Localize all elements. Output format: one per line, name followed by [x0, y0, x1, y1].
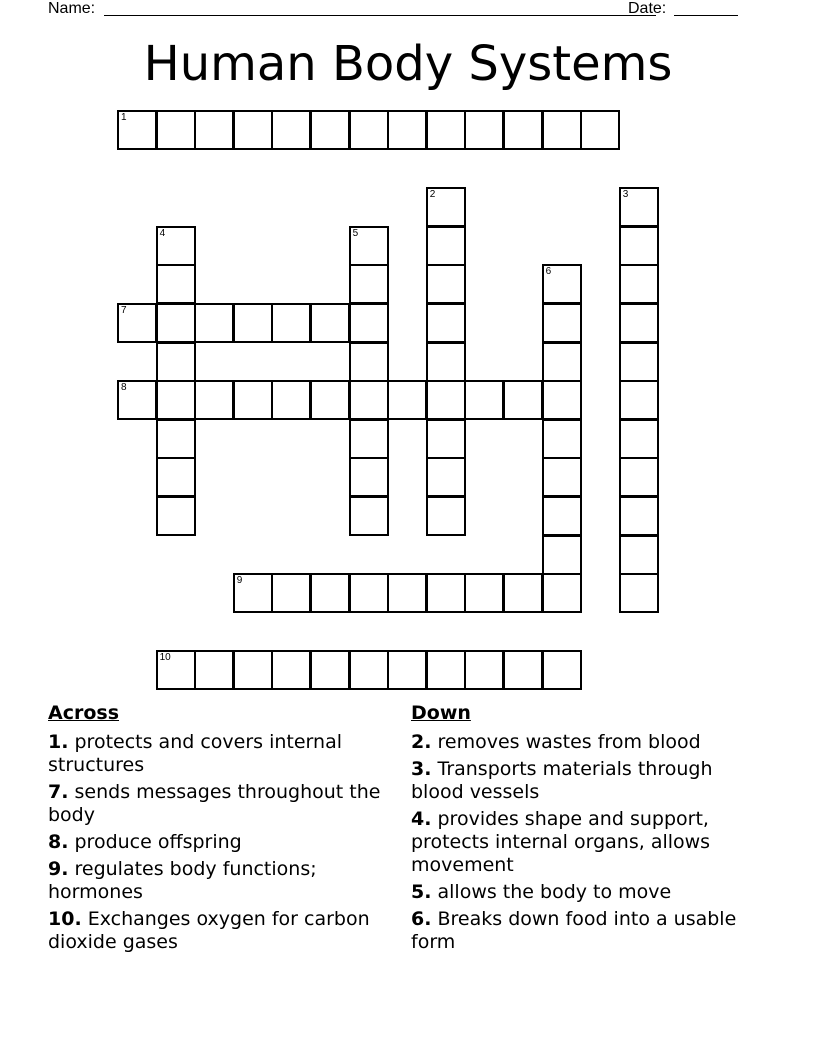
crossword-cell[interactable]: [156, 419, 196, 459]
crossword-cell[interactable]: [233, 573, 273, 613]
clue-across-7: [48, 781, 393, 827]
crossword-cell[interactable]: [426, 110, 466, 150]
crossword-cell[interactable]: [349, 342, 389, 382]
crossword-cell[interactable]: [426, 226, 466, 266]
crossword-cell[interactable]: [542, 650, 582, 690]
clue-number: 4.: [411, 808, 432, 830]
clue-number-label: 1: [121, 112, 127, 123]
crossword-cell[interactable]: [349, 380, 389, 420]
crossword-cell[interactable]: [426, 650, 466, 690]
crossword-cell[interactable]: [387, 573, 427, 613]
clue-text: Breaks down food into a usable form: [411, 908, 737, 953]
crossword-cell[interactable]: [156, 380, 196, 420]
clue-across-1: [48, 731, 393, 777]
crossword-cell[interactable]: [619, 380, 659, 420]
crossword-cell[interactable]: [542, 303, 582, 343]
clue-down-2: [411, 731, 761, 754]
crossword-cell[interactable]: [580, 110, 620, 150]
crossword-cell[interactable]: [156, 264, 196, 304]
crossword-cell[interactable]: [426, 264, 466, 304]
crossword-cell[interactable]: [233, 650, 273, 690]
crossword-cell[interactable]: [271, 650, 311, 690]
clue-number-label: 10: [159, 652, 171, 664]
crossword-cell[interactable]: [117, 380, 157, 420]
crossword-cell[interactable]: [117, 303, 157, 343]
crossword-cell[interactable]: [156, 496, 196, 536]
crossword-cell[interactable]: [387, 380, 427, 420]
clue-number: 8.: [48, 831, 69, 853]
crossword-cell[interactable]: [542, 264, 582, 304]
crossword-cell[interactable]: [426, 496, 466, 536]
down-clues: [411, 702, 761, 958]
crossword-cell[interactable]: [542, 496, 582, 536]
crossword-cell[interactable]: [503, 573, 543, 613]
crossword-cell[interactable]: [194, 110, 234, 150]
name-label: Name:: [48, 0, 96, 17]
crossword-cell[interactable]: [349, 226, 389, 266]
crossword-cell[interactable]: [349, 496, 389, 536]
crossword-cell[interactable]: [156, 457, 196, 497]
crossword-cell[interactable]: [619, 187, 659, 227]
crossword-cell[interactable]: [194, 380, 234, 420]
page-title: Human Body Systems: [143, 36, 673, 92]
crossword-cell[interactable]: [349, 303, 389, 343]
crossword-cell[interactable]: [426, 419, 466, 459]
clue-number: 9.: [48, 858, 69, 880]
clue-down-6: [411, 908, 761, 954]
clue-text: sends messages throughout the body: [48, 781, 381, 826]
crossword-cell[interactable]: [464, 573, 504, 613]
clue-text: produce offspring: [74, 831, 242, 853]
crossword-cell[interactable]: [464, 380, 504, 420]
clue-down-4: [411, 808, 761, 877]
crossword-cell[interactable]: [619, 264, 659, 304]
clue-number-label: 4: [159, 227, 166, 239]
crossword-cell[interactable]: [542, 573, 582, 613]
crossword-cell[interactable]: [619, 573, 659, 613]
clue-number-label: 8: [121, 382, 127, 394]
clue-text: provides shape and support, protects internal organs, allows movement: [411, 808, 711, 876]
clue-number-label: 5: [352, 227, 359, 239]
crossword-cell[interactable]: [156, 342, 196, 382]
crossword-cell[interactable]: [156, 303, 196, 343]
crossword-cell[interactable]: [349, 457, 389, 497]
crossword-cell[interactable]: [542, 110, 582, 150]
clue-text: protects and covers internal structures: [48, 731, 342, 776]
crossword-cell[interactable]: [156, 226, 196, 266]
crossword-cell[interactable]: [619, 342, 659, 382]
crossword-cell[interactable]: [503, 380, 543, 420]
crossword-cell[interactable]: [271, 110, 311, 150]
clue-text: removes wastes from blood: [437, 731, 701, 753]
across-clues: [48, 702, 393, 958]
crossword-cell[interactable]: [426, 187, 466, 227]
crossword-cell[interactable]: [387, 650, 427, 690]
clue-text: allows the body to move: [437, 881, 672, 903]
clue-down-5: [411, 881, 761, 904]
date-label: Date:: [628, 0, 667, 17]
crossword-cell[interactable]: [426, 573, 466, 613]
clue-number: 10.: [48, 908, 82, 930]
crossword-cell[interactable]: [233, 380, 273, 420]
clue-number-label: 3: [622, 189, 629, 201]
crossword-cell[interactable]: [542, 457, 582, 497]
clue-number: 7.: [48, 781, 69, 803]
crossword-cell[interactable]: [349, 264, 389, 304]
crossword-cell[interactable]: [542, 342, 582, 382]
crossword-cell[interactable]: [310, 650, 350, 690]
crossword-cell[interactable]: [542, 419, 582, 459]
clue-across-8: [48, 831, 393, 854]
crossword-cell[interactable]: [349, 573, 389, 613]
down-heading: Down: [411, 702, 471, 724]
clue-number: 1.: [48, 731, 69, 753]
clue-number-label: 7: [121, 305, 127, 316]
clue-number: 6.: [411, 908, 432, 930]
crossword-cell[interactable]: [271, 303, 311, 343]
crossword-cell[interactable]: [426, 303, 466, 343]
clue-text: Transports materials through blood vessels: [411, 758, 713, 803]
crossword-cell[interactable]: [426, 342, 466, 382]
across-heading: Across: [48, 702, 120, 724]
crossword-cell[interactable]: [619, 226, 659, 266]
crossword-cell[interactable]: [156, 650, 196, 690]
clue-number-label: 2: [429, 189, 436, 201]
crossword-cell[interactable]: [310, 303, 350, 343]
crossword-cell[interactable]: [271, 573, 311, 613]
crossword-cell[interactable]: [310, 380, 350, 420]
clue-number: 3.: [411, 758, 432, 780]
crossword-cell[interactable]: [387, 110, 427, 150]
crossword-cell[interactable]: [233, 303, 273, 343]
clue-text: Exchanges oxygen for carbon dioxide gases: [48, 908, 370, 953]
clue-number-label: 6: [545, 266, 552, 278]
clue-text: regulates body functions; hormones: [48, 858, 317, 903]
crossword-cell[interactable]: [542, 535, 582, 575]
clue-across-9: [48, 858, 393, 904]
crossword-cell[interactable]: [619, 457, 659, 497]
crossword-cell[interactable]: [619, 535, 659, 575]
crossword-cell[interactable]: [349, 110, 389, 150]
crossword-cell[interactable]: [117, 110, 157, 150]
crossword-cell[interactable]: [542, 380, 582, 420]
clue-number-label: 9: [236, 575, 243, 587]
crossword-cell[interactable]: [194, 303, 234, 343]
clue-number: 2.: [411, 731, 432, 753]
crossword-cell[interactable]: [503, 650, 543, 690]
crossword-cell[interactable]: [310, 110, 350, 150]
crossword-cell[interactable]: [464, 110, 504, 150]
crossword-cell[interactable]: [619, 303, 659, 343]
crossword-cell[interactable]: [310, 573, 350, 613]
clue-down-3: [411, 758, 761, 804]
crossword-cell[interactable]: [619, 496, 659, 536]
crossword-cell[interactable]: [233, 110, 273, 150]
clue-number: 5.: [411, 881, 432, 903]
crossword-cell[interactable]: [194, 650, 234, 690]
crossword-cell[interactable]: [349, 650, 389, 690]
crossword-cell[interactable]: [426, 457, 466, 497]
crossword-cell[interactable]: [503, 110, 543, 150]
crossword-cell[interactable]: [464, 650, 504, 690]
crossword-cell[interactable]: [349, 419, 389, 459]
crossword-cell[interactable]: [426, 380, 466, 420]
crossword-cell[interactable]: [271, 380, 311, 420]
crossword-cell[interactable]: [156, 110, 196, 150]
clue-across-10: [48, 908, 393, 954]
crossword-cell[interactable]: [619, 419, 659, 459]
